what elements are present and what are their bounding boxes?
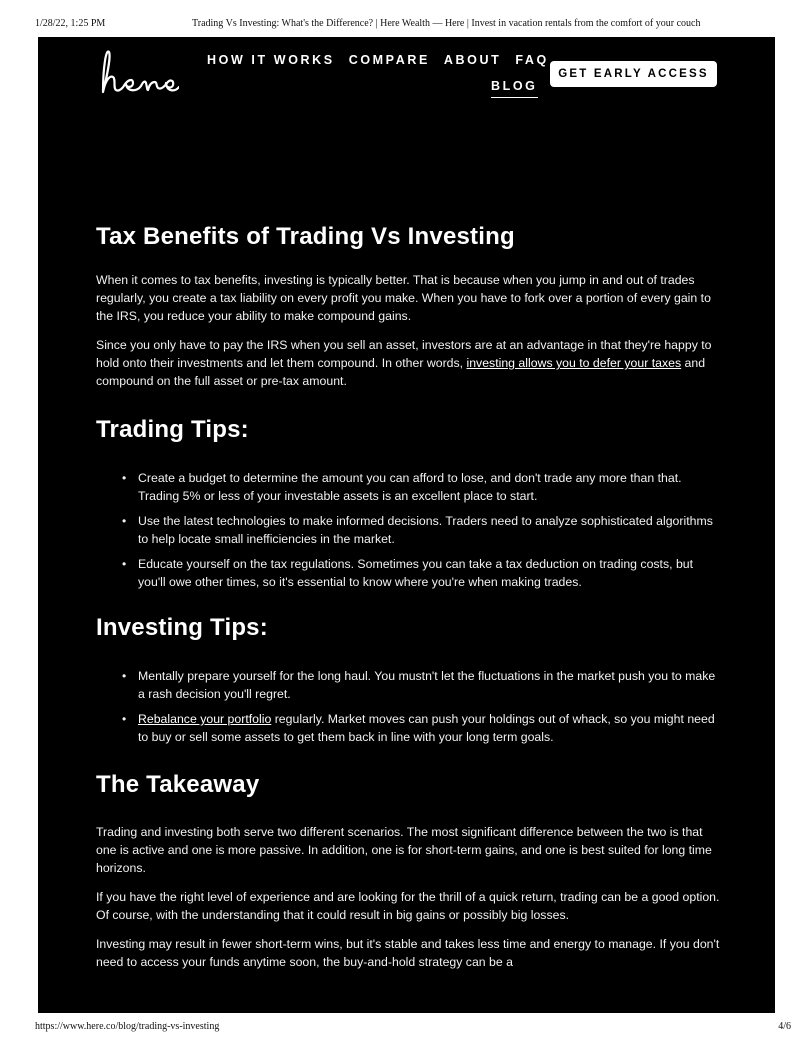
list-item: • Use the latest technologies to make informed decisions. Traders need to analyze sophisticated algorithms to help locate small inefficiencies in the market. [122,514,713,546]
defer-taxes-link[interactable]: investing allows you to defer your taxes [466,356,682,370]
get-early-access-button[interactable]: GET EARLY ACCESS [550,61,717,87]
list-item: • Rebalance your portfolio regularly. Market moves can push your holdings out of whack, so you might need to buy or sell some assets to get them back in line with your long term goals. [122,712,715,744]
list-item: • Create a budget to determine the amount you can afford to lose, and don't trade any more than that. Trading 5% or less of your investable assets is an excellent place to start. [122,471,682,503]
here-logo[interactable] [95,42,179,102]
print-header [0,18,811,34]
bullet-icon: • [122,712,127,726]
takeaway-paragraph-2: If you have the right level of experience and are looking for the thrill of a quick return, trading can be a good option. Of course, with the understanding that it could result in big gains or possibly big losses. [96,890,720,922]
list-item: • Mentally prepare yourself for the long haul. You mustn't let the fluctuations in the market push you to make a rash decision you'll regret. [122,669,716,701]
tax-benefits-heading: Tax Benefits of Trading Vs Investing [96,223,515,250]
nav-compare[interactable]: COMPARE [348,53,430,67]
nav-faq[interactable]: FAQ [515,53,549,67]
article-body [96,222,720,971]
nav-about[interactable]: ABOUT [443,53,502,67]
print-date: 1/28/22, 1:25 PM [35,18,106,29]
takeaway-heading: The Takeaway [96,771,260,798]
tax-paragraph-1: When it comes to tax benefits, investing is typically better. That is because when you jump in and out of trades regularly, you create a tax liability on every profit you make. When you have to fork over a portion of every gain to the IRS, you reduce your ability to make compound gains. [96,273,711,323]
investing-tips-list [96,667,720,746]
nav-how-it-works[interactable]: HOW IT WORKS [207,53,335,67]
print-url: https://www.here.co/blog/trading-vs-investing [35,1021,220,1032]
main-nav [207,53,549,67]
web-page [38,37,775,1013]
print-footer [0,1021,811,1037]
tax-paragraph-2: Since you only have to pay the IRS when you sell an asset, investors are at an advantage in that they're happy to hold onto their investments and let them compound. In other words, investing allows you to defer your taxes and compound on the full asset or pre-tax amount. [96,338,712,388]
rebalance-portfolio-link[interactable]: Rebalance your portfolio [138,712,272,726]
print-title: Trading Vs Investing: What's the Difference? | Here Wealth — Here | Invest in vacation rentals from the comfort of your couch [192,18,701,29]
takeaway-paragraph-1: Trading and investing both serve two different scenarios. The most significant difference between the two is that one is active and one is more passive. In addition, one is for short-term gains, and one is best suited for long time horizons. [96,825,712,875]
print-page-number: 4/6 [778,1021,791,1032]
bullet-icon: • [122,471,127,485]
investing-tips-heading: Investing Tips: [96,614,268,641]
nav-blog[interactable]: BLOG [491,79,538,98]
takeaway-paragraph-3: Investing may result in fewer short-term wins, but it's stable and takes less time and energy to manage. If you don't need to access your funds anytime soon, the buy-and-hold strategy can be a [96,937,720,969]
trading-tips-list [96,469,720,591]
bullet-icon: • [122,557,127,571]
bullet-icon: • [122,669,127,683]
bullet-icon: • [122,514,127,528]
list-item: • Educate yourself on the tax regulations. Sometimes you can take a tax deduction on trading costs, but you'll owe other times, so it's essential to know where you're when making trades. [122,557,694,589]
trading-tips-heading: Trading Tips: [96,416,249,443]
